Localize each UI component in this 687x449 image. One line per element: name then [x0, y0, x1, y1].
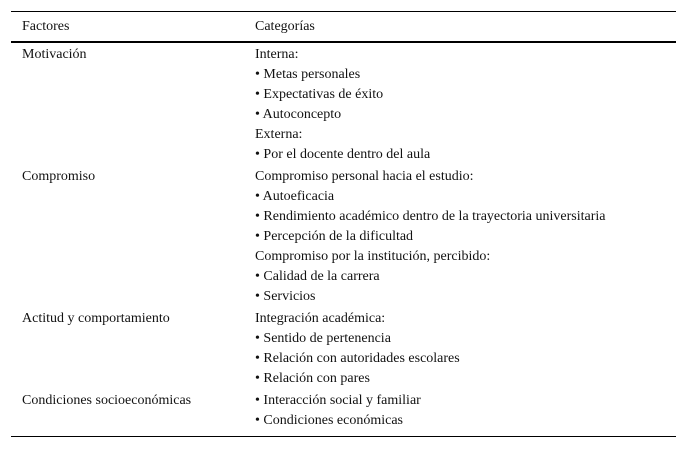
category-line: Integración académica:: [255, 311, 386, 326]
categories-list: [255, 391, 421, 431]
factor-label: Motivación: [22, 47, 87, 62]
header-categorias: Categorías: [255, 19, 315, 34]
category-line: Externa:: [255, 127, 303, 142]
category-line: Interna:: [255, 47, 299, 62]
category-line: • Autoeficacia: [255, 189, 335, 204]
category-line: • Calidad de la carrera: [255, 269, 380, 284]
category-line: • Rendimiento académico dentro de la trayectoria universitaria: [255, 209, 606, 224]
category-line: • Por el docente dentro del aula: [255, 147, 431, 162]
category-line: • Interacción social y familiar: [255, 393, 421, 408]
categories-list: [255, 45, 430, 165]
header-rule: [11, 41, 676, 43]
category-line: • Sentido de pertenencia: [255, 331, 391, 346]
categories-list: [255, 167, 605, 307]
category-line: • Autoconcepto: [255, 107, 342, 122]
table-top-rule: [11, 11, 676, 12]
factor-label: Actitud y comportamiento: [22, 311, 170, 326]
factor-label: Compromiso: [22, 169, 96, 184]
category-line: • Percepción de la dificultad: [255, 229, 414, 244]
category-line: • Metas personales: [255, 67, 361, 82]
category-line: • Condiciones económicas: [255, 413, 403, 428]
category-line: • Servicios: [255, 289, 316, 304]
category-line: Compromiso por la institución, percibido:: [255, 249, 491, 264]
category-line: • Relación con autoridades escolares: [255, 351, 460, 366]
category-line: • Expectativas de éxito: [255, 87, 384, 102]
header-factores: Factores: [22, 19, 70, 34]
category-line: Compromiso personal hacia el estudio:: [255, 169, 474, 184]
table-bottom-rule: [11, 436, 676, 437]
factor-label: Condiciones socioeconómicas: [22, 393, 192, 408]
category-line: • Relación con pares: [255, 371, 370, 386]
categories-list: [255, 309, 460, 389]
